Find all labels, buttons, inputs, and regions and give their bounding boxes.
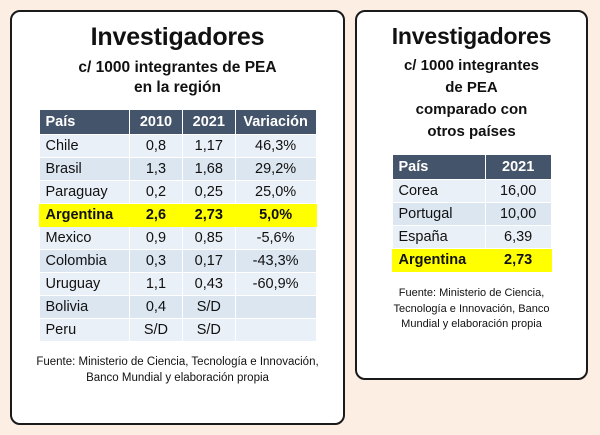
right-panel-source	[367, 286, 576, 332]
row-country: Bolivia	[39, 296, 130, 319]
row-variacion: 25,0%	[235, 181, 316, 204]
table-row	[39, 227, 316, 250]
region-header-variacion: Variación	[235, 110, 316, 135]
row-country: España	[392, 226, 485, 249]
row-country: Mexico	[39, 227, 130, 250]
row-variacion	[235, 319, 316, 342]
region-table	[39, 109, 317, 342]
row-country: Corea	[392, 180, 485, 203]
comparison-table-body	[392, 180, 551, 272]
row-2010: 0,9	[130, 227, 183, 250]
table-row	[39, 181, 316, 204]
row-2010: 0,8	[130, 135, 183, 158]
table-row-highlighted	[392, 249, 551, 272]
row-2021: 6,39	[485, 226, 551, 249]
row-variacion: 29,2%	[235, 158, 316, 181]
left-panel-subtitle	[24, 58, 331, 100]
row-2021: 0,43	[182, 273, 235, 296]
row-2021: S/D	[182, 296, 235, 319]
left-source-line2: Banco Mundial y elaboración propia	[86, 372, 269, 385]
left-source-line1: Fuente: Ministerio de Ciencia, Tecnología e Innovación,	[36, 356, 319, 369]
row-variacion: 46,3%	[235, 135, 316, 158]
region-table-body	[39, 135, 316, 342]
right-panel	[355, 10, 588, 380]
row-2021: 2,73	[485, 249, 551, 272]
left-panel	[10, 10, 345, 425]
right-source-line1: Fuente: Ministerio de Ciencia,	[398, 287, 545, 300]
table-row	[39, 296, 316, 319]
table-row	[39, 135, 316, 158]
row-2010: 1,3	[130, 158, 183, 181]
region-table-head	[39, 110, 316, 135]
right-panel-subtitle-line4: otros países	[427, 122, 516, 140]
comparison-table-head	[392, 155, 551, 180]
right-panel-subtitle-line2: de PEA	[445, 79, 498, 97]
row-country: Colombia	[39, 250, 130, 273]
row-2021: 0,17	[182, 250, 235, 273]
row-2021: 0,25	[182, 181, 235, 204]
region-header-2021: 2021	[182, 110, 235, 135]
comparison-header-2021: 2021	[485, 155, 551, 180]
row-2021: 1,68	[182, 158, 235, 181]
row-variacion	[235, 296, 316, 319]
row-2021: 1,17	[182, 135, 235, 158]
row-2010: 0,4	[130, 296, 183, 319]
table-row	[39, 158, 316, 181]
right-panel-title: Investigadores	[391, 23, 552, 49]
table-row-highlighted	[39, 204, 316, 227]
left-panel-subtitle-line2: en la región	[134, 79, 221, 97]
table-row	[39, 319, 316, 342]
comparison-header-country: País	[392, 155, 485, 180]
row-2010: 2,6	[130, 204, 183, 227]
row-country: Peru	[39, 319, 130, 342]
left-panel-subtitle-line1: c/ 1000 integrantes de PEA	[78, 58, 277, 76]
table-row	[392, 203, 551, 226]
row-country: Chile	[39, 135, 130, 158]
row-2010: S/D	[130, 319, 183, 342]
comparison-table	[392, 154, 552, 272]
row-2021: S/D	[182, 319, 235, 342]
row-2010: 0,3	[130, 250, 183, 273]
right-panel-subtitle-line3: comparado con	[415, 100, 528, 118]
table-row	[392, 180, 551, 203]
region-header-country: País	[39, 110, 130, 135]
table-row	[39, 273, 316, 296]
row-2010: 0,2	[130, 181, 183, 204]
row-country: Paraguay	[39, 181, 130, 204]
row-country: Uruguay	[39, 273, 130, 296]
row-variacion: -60,9%	[235, 273, 316, 296]
row-variacion: -5,6%	[235, 227, 316, 250]
right-panel-subtitle	[367, 55, 576, 142]
row-country: Portugal	[392, 203, 485, 226]
region-header-2010: 2010	[130, 110, 183, 135]
row-2021: 16,00	[485, 180, 551, 203]
row-2021: 10,00	[485, 203, 551, 226]
row-country: Brasil	[39, 158, 130, 181]
right-source-line2: Tecnología e Innovación, Banco	[393, 302, 550, 315]
left-panel-title: Investigadores	[90, 23, 265, 51]
region-table-header-row	[39, 110, 316, 135]
row-variacion: -43,3%	[235, 250, 316, 273]
table-row	[392, 226, 551, 249]
left-panel-source	[24, 354, 331, 386]
comparison-table-header-row	[392, 155, 551, 180]
row-2021: 0,85	[182, 227, 235, 250]
row-variacion: 5,0%	[235, 204, 316, 227]
row-2010: 1,1	[130, 273, 183, 296]
row-country: Argentina	[39, 204, 130, 227]
row-country: Argentina	[392, 249, 485, 272]
right-source-line3: Mundial y elaboración propia	[401, 318, 542, 331]
row-2021: 2,73	[182, 204, 235, 227]
table-row	[39, 250, 316, 273]
right-panel-subtitle-line1: c/ 1000 integrantes	[403, 57, 540, 75]
